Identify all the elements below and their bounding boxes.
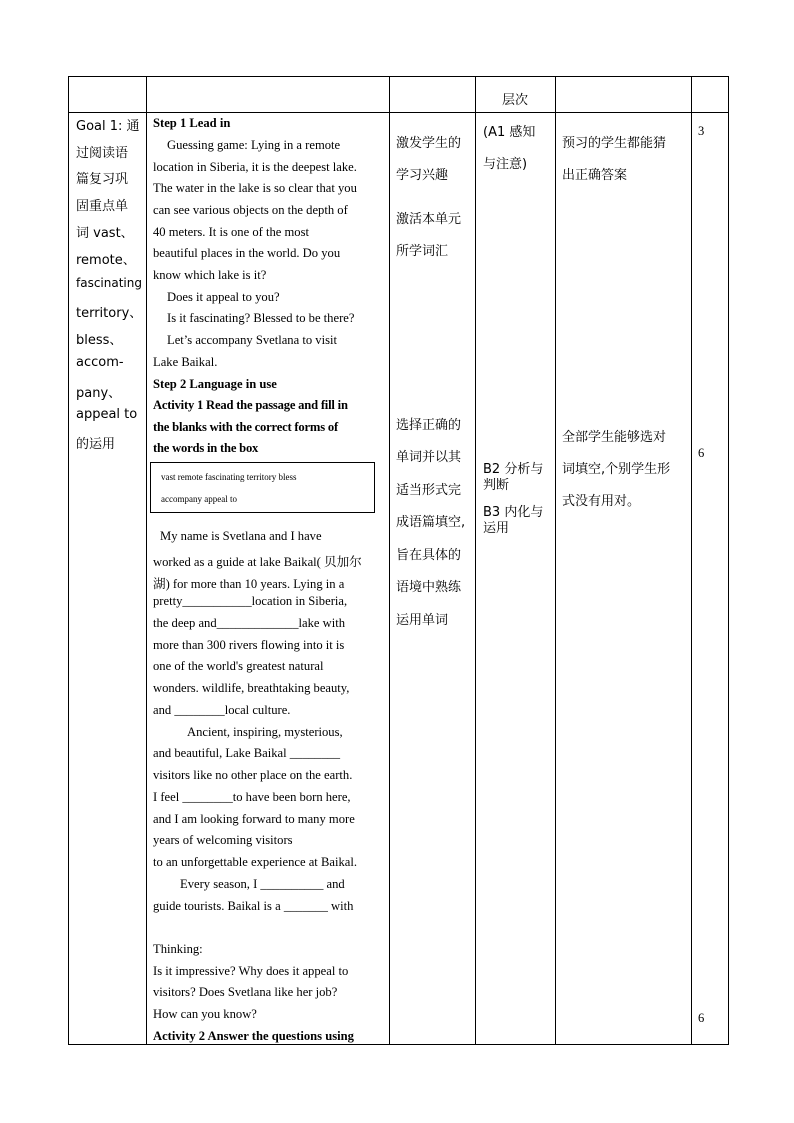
- goal-line: territory、: [76, 306, 143, 321]
- activity1-line: the blanks with the correct forms of: [153, 420, 338, 434]
- goal-line: 的运用: [76, 437, 116, 452]
- purpose-line: 运用单词: [396, 613, 449, 628]
- passage-line: visitors like no other place on the earth.: [153, 768, 353, 782]
- header-cell-level: [476, 77, 556, 113]
- step1-line: location in Siberia, it is the deepest lake.: [153, 160, 357, 174]
- passage-line: the deep and_____________lake with: [153, 616, 346, 630]
- step1-line: know which lake is it?: [153, 268, 267, 282]
- passage-line: Every season, I __________ and: [180, 877, 345, 891]
- header-level: 层次: [502, 93, 529, 108]
- purpose-line: 激活本单元: [396, 212, 462, 227]
- step1-line: The water in the lake is so clear that you: [153, 181, 357, 195]
- purpose-line: 单词并以其: [396, 450, 462, 465]
- goal-line: 过阅读语: [76, 146, 129, 161]
- passage-line: pretty___________location in Siberia,: [153, 594, 348, 608]
- header-cell-evaluation: [556, 77, 692, 113]
- level-line: (A1 感知: [483, 125, 536, 140]
- purpose-line: 学习兴趣: [396, 168, 449, 183]
- goal-line: fascinating: [76, 276, 142, 290]
- time-cell: [692, 113, 729, 1045]
- passage-line: I feel ________to have been born here,: [153, 790, 351, 804]
- purpose-line: 激发学生的: [396, 136, 462, 151]
- step1-line: beautiful places in the world. Do you: [153, 246, 341, 260]
- passage-line: to an unforgettable experience at Baikal.: [153, 855, 357, 869]
- word-box-line: vast remote fascinating territory bless: [161, 472, 297, 482]
- time-value: 3: [698, 124, 705, 138]
- header-cell-purpose: [390, 77, 476, 113]
- purpose-line: 旨在具体的: [396, 548, 462, 563]
- thinking-line: visitors? Does Svetlana like her job?: [153, 985, 338, 999]
- level-line: B2 分析与: [483, 462, 544, 477]
- step1-line: Guessing game: Lying in a remote: [167, 138, 341, 152]
- level-line: 与注意): [483, 157, 528, 172]
- passage-line: 湖) for more than 10 years. Lying in a: [153, 577, 345, 591]
- passage-line: My name is Svetlana and I have: [160, 529, 322, 543]
- header-cell-time: [692, 77, 729, 113]
- step1-heading: Step 1 Lead in: [153, 116, 231, 130]
- evaluation-line: 全部学生能够选对: [562, 430, 667, 445]
- step1-line: 40 meters. It is one of the most: [153, 225, 309, 239]
- passage-line: worked as a guide at lake Baikal( 贝加尔: [153, 555, 362, 569]
- activity1-line: Activity 1 Read the passage and fill in: [153, 398, 348, 412]
- time-value: 6: [698, 1011, 705, 1025]
- level-line: B3 内化与: [483, 505, 544, 520]
- step1-line: Does it appeal to you?: [167, 290, 280, 304]
- level-line: 运用: [483, 521, 510, 536]
- purpose-line: 成语篇填空,: [396, 515, 466, 530]
- activity1-line: the words in the box: [153, 441, 259, 455]
- goal-line: 固重点单: [76, 199, 129, 214]
- goal-line: bless、: [76, 333, 123, 348]
- step1-line: Lake Baikal.: [153, 355, 218, 369]
- step1-line: can see various objects on the depth of: [153, 203, 348, 217]
- activity2-heading: Activity 2 Answer the questions using: [153, 1029, 354, 1043]
- evaluation-line: 词填空,个别学生形: [562, 462, 671, 477]
- passage-line: and ________local culture.: [153, 703, 291, 717]
- word-box: [150, 462, 375, 513]
- evaluation-line: 预习的学生都能猜: [562, 136, 667, 151]
- passage-line: and beautiful, Lake Baikal ________: [153, 746, 341, 760]
- step1-line: Is it fascinating? Blessed to be there?: [167, 311, 355, 325]
- purpose-line: 适当形式完: [396, 483, 462, 498]
- level-cell: [476, 113, 556, 1045]
- goal-line: 篇复习巩: [76, 172, 129, 187]
- level-line: 判断: [483, 478, 510, 493]
- goal-line: Goal 1: 通: [76, 119, 140, 134]
- step2-heading: Step 2 Language in use: [153, 377, 277, 391]
- passage-line: wonders. wildlife, breathtaking beauty,: [153, 681, 350, 695]
- passage-line: and I am looking forward to many more: [153, 812, 355, 826]
- goal-line: 词 vast、: [76, 226, 134, 241]
- evaluation-line: 出正确答案: [562, 168, 628, 183]
- thinking-line: Thinking:: [153, 942, 203, 956]
- time-value: 6: [698, 446, 705, 460]
- passage-line: years of welcoming visitors: [153, 833, 293, 847]
- thinking-line: Is it impressive? Why does it appeal to: [153, 964, 349, 978]
- word-box-line: accompany appeal to: [161, 494, 237, 504]
- passage-line: one of the world's greatest natural: [153, 659, 324, 673]
- purpose-line: 所学词汇: [396, 244, 449, 259]
- purpose-line: 语境中熟练: [396, 580, 462, 595]
- evaluation-line: 式没有用对。: [562, 494, 641, 509]
- goal-line: remote、: [76, 253, 136, 268]
- goal-line: accom-: [76, 355, 124, 370]
- header-cell-goal: [69, 77, 147, 113]
- evaluation-cell: [556, 113, 692, 1045]
- step1-line: Let’s accompany Svetlana to visit: [167, 333, 337, 347]
- purpose-line: 选择正确的: [396, 418, 462, 433]
- goal-line: appeal to: [76, 407, 138, 422]
- header-cell-steps: [147, 77, 390, 113]
- passage-line: Ancient, inspiring, mysterious,: [187, 725, 343, 739]
- thinking-line: How can you know?: [153, 1007, 257, 1021]
- passage-line: guide tourists. Baikal is a _______ with: [153, 899, 354, 913]
- goal-line: pany、: [76, 386, 122, 401]
- passage-line: more than 300 rivers flowing into it is: [153, 638, 345, 652]
